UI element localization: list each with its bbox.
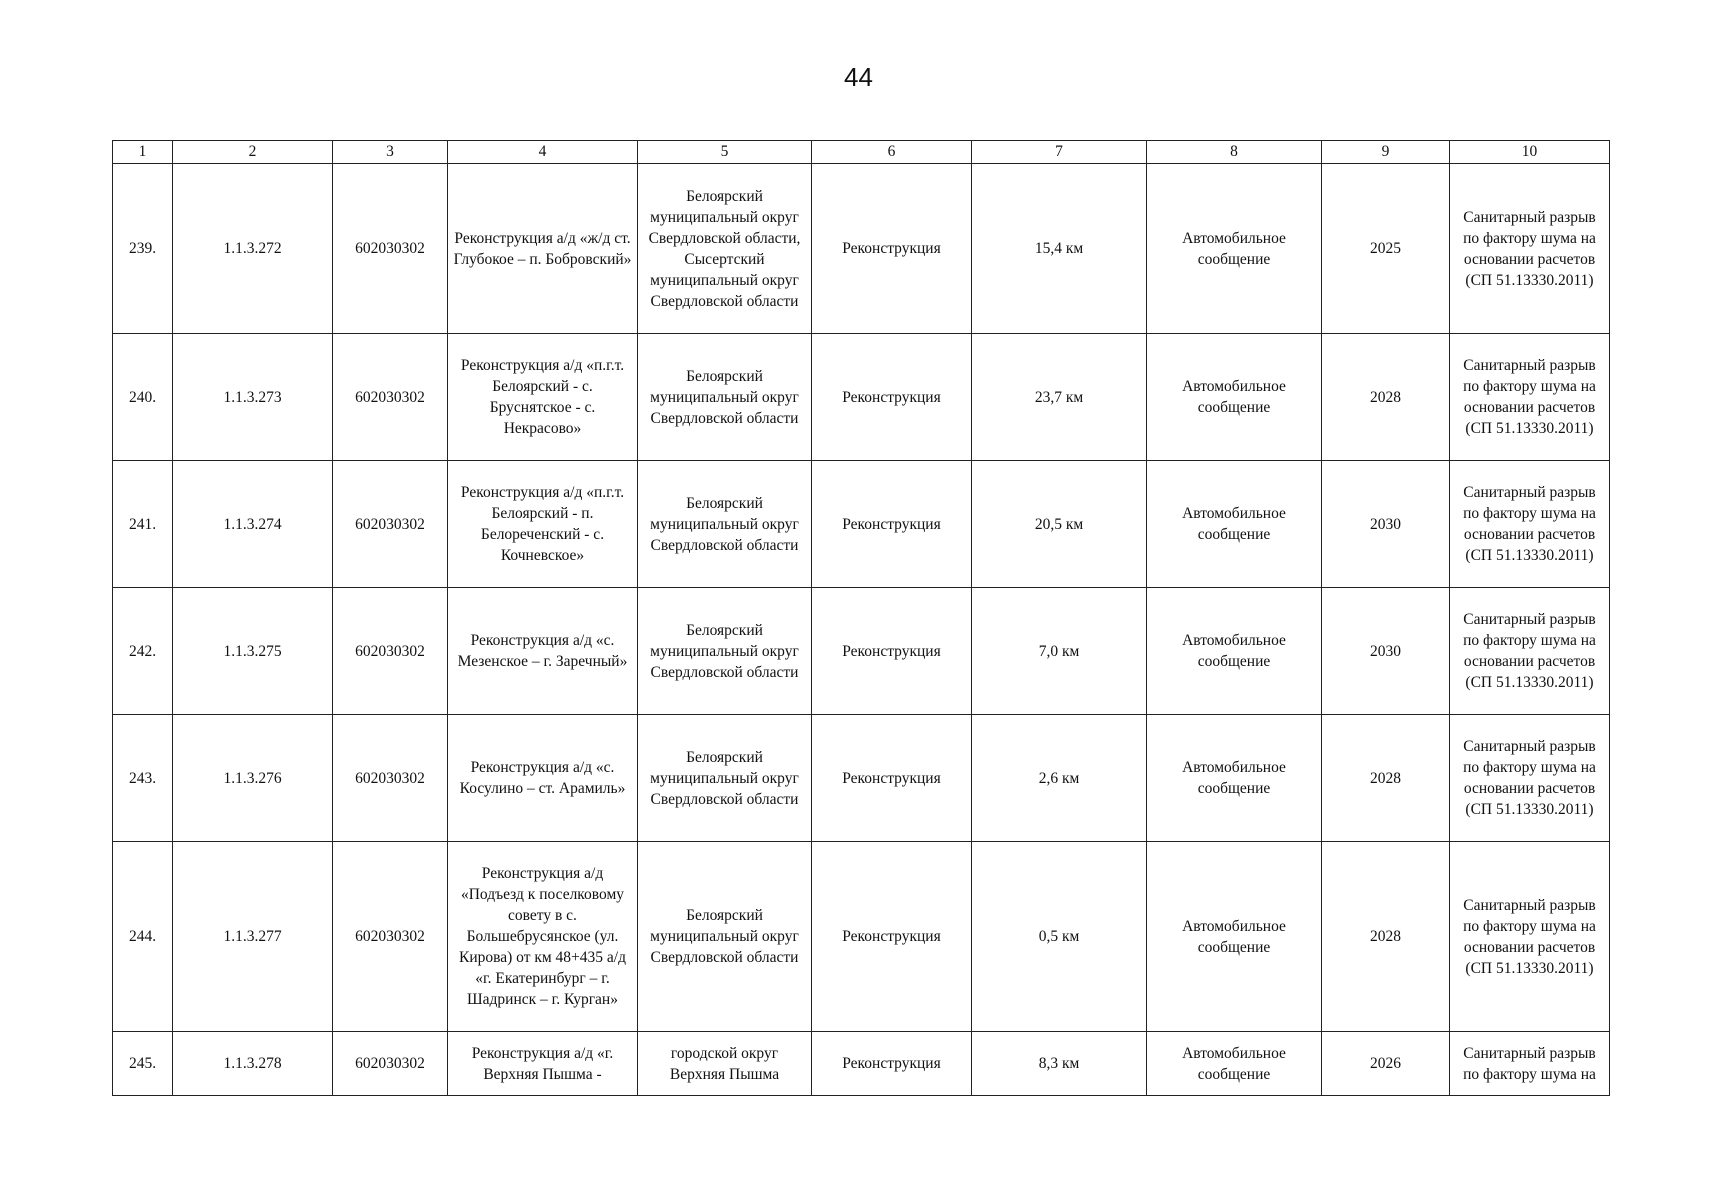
purpose-cell: Автомобильное сообщение [1147,715,1322,842]
work-type-cell: Реконструкция [812,334,972,461]
classifier-code-cell: 602030302 [333,1032,448,1096]
column-header: 7 [972,141,1147,164]
object-name-cell: Реконструкция а/д «п.г.т. Белоярский - п. Белореченский - с. Кочневское» [448,461,638,588]
length-cell: 8,3 км [972,1032,1147,1096]
table-row [113,1032,1610,1096]
zone-cell: Санитарный разрыв по фактору шума на основании расчетов (СП 51.13330.2011) [1450,334,1610,461]
work-type-cell: Реконструкция [812,1032,972,1096]
purpose-cell: Автомобильное сообщение [1147,461,1322,588]
length-cell: 15,4 км [972,164,1147,334]
row-number-cell: 241. [113,461,173,588]
table-row [113,334,1610,461]
year-cell: 2026 [1322,1032,1450,1096]
object-code-cell: 1.1.3.275 [173,588,333,715]
year-cell: 2025 [1322,164,1450,334]
object-code-cell: 1.1.3.272 [173,164,333,334]
header-row [113,141,1610,164]
location-cell: Белоярский муниципальный округ Свердловской области, Сысертский муниципальный округ Свердловской области [638,164,812,334]
row-number-cell: 245. [113,1032,173,1096]
year-cell: 2030 [1322,588,1450,715]
column-header: 6 [812,141,972,164]
classifier-code-cell: 602030302 [333,588,448,715]
zone-cell: Санитарный разрыв по фактору шума на основании расчетов (СП 51.13330.2011) [1450,588,1610,715]
column-header: 3 [333,141,448,164]
classifier-code-cell: 602030302 [333,461,448,588]
purpose-cell: Автомобильное сообщение [1147,334,1322,461]
object-name-cell: Реконструкция а/д «п.г.т. Белоярский - с. Бруснятское - с. Некрасово» [448,334,638,461]
table-row [113,164,1610,334]
work-type-cell: Реконструкция [812,164,972,334]
row-number-cell: 240. [113,334,173,461]
purpose-cell: Автомобильное сообщение [1147,842,1322,1032]
location-cell: городской округ Верхняя Пышма [638,1032,812,1096]
classifier-code-cell: 602030302 [333,334,448,461]
length-cell: 2,6 км [972,715,1147,842]
location-cell: Белоярский муниципальный округ Свердловской области [638,842,812,1032]
table-row [113,461,1610,588]
object-code-cell: 1.1.3.274 [173,461,333,588]
table-row [113,588,1610,715]
location-cell: Белоярский муниципальный округ Свердловской области [638,334,812,461]
row-number-cell: 244. [113,842,173,1032]
work-type-cell: Реконструкция [812,715,972,842]
work-type-cell: Реконструкция [812,461,972,588]
object-code-cell: 1.1.3.278 [173,1032,333,1096]
year-cell: 2028 [1322,842,1450,1032]
object-code-cell: 1.1.3.277 [173,842,333,1032]
purpose-cell: Автомобильное сообщение [1147,588,1322,715]
zone-cell: Санитарный разрыв по фактору шума на основании расчетов (СП 51.13330.2011) [1450,461,1610,588]
zone-cell: Санитарный разрыв по фактору шума на [1450,1032,1610,1096]
location-cell: Белоярский муниципальный округ Свердловской области [638,461,812,588]
object-name-cell: Реконструкция а/д «с. Мезенское – г. Заречный» [448,588,638,715]
zone-cell: Санитарный разрыв по фактору шума на основании расчетов (СП 51.13330.2011) [1450,842,1610,1032]
work-type-cell: Реконструкция [812,588,972,715]
table-row [113,715,1610,842]
location-cell: Белоярский муниципальный округ Свердловской области [638,588,812,715]
purpose-cell: Автомобильное сообщение [1147,164,1322,334]
row-number-cell: 243. [113,715,173,842]
location-cell: Белоярский муниципальный округ Свердловской области [638,715,812,842]
column-header: 5 [638,141,812,164]
year-cell: 2028 [1322,715,1450,842]
classifier-code-cell: 602030302 [333,715,448,842]
length-cell: 20,5 км [972,461,1147,588]
objects-table [112,140,1610,1096]
length-cell: 7,0 км [972,588,1147,715]
length-cell: 23,7 км [972,334,1147,461]
column-header: 9 [1322,141,1450,164]
work-type-cell: Реконструкция [812,842,972,1032]
row-number-cell: 239. [113,164,173,334]
classifier-code-cell: 602030302 [333,164,448,334]
object-code-cell: 1.1.3.276 [173,715,333,842]
page-number: 44 [844,62,873,92]
purpose-cell: Автомобильное сообщение [1147,1032,1322,1096]
year-cell: 2030 [1322,461,1450,588]
object-name-cell: Реконструкция а/д «ж/д ст. Глубокое – п. Бобровский» [448,164,638,334]
column-header: 4 [448,141,638,164]
length-cell: 0,5 км [972,842,1147,1032]
row-number-cell: 242. [113,588,173,715]
column-header: 8 [1147,141,1322,164]
object-name-cell: Реконструкция а/д «г. Верхняя Пышма - [448,1032,638,1096]
table-row [113,842,1610,1032]
year-cell: 2028 [1322,334,1450,461]
classifier-code-cell: 602030302 [333,842,448,1032]
column-header: 2 [173,141,333,164]
column-header: 1 [113,141,173,164]
object-code-cell: 1.1.3.273 [173,334,333,461]
column-header: 10 [1450,141,1610,164]
zone-cell: Санитарный разрыв по фактору шума на основании расчетов (СП 51.13330.2011) [1450,715,1610,842]
object-name-cell: Реконструкция а/д «Подъезд к поселковому совету в с. Большебрусянское (ул. Кирова) от км 48+435 а/д «г. Екатеринбург – г. Шадринск – г. Курган» [448,842,638,1032]
object-name-cell: Реконструкция а/д «с. Косулино – ст. Арамиль» [448,715,638,842]
zone-cell: Санитарный разрыв по фактору шума на основании расчетов (СП 51.13330.2011) [1450,164,1610,334]
